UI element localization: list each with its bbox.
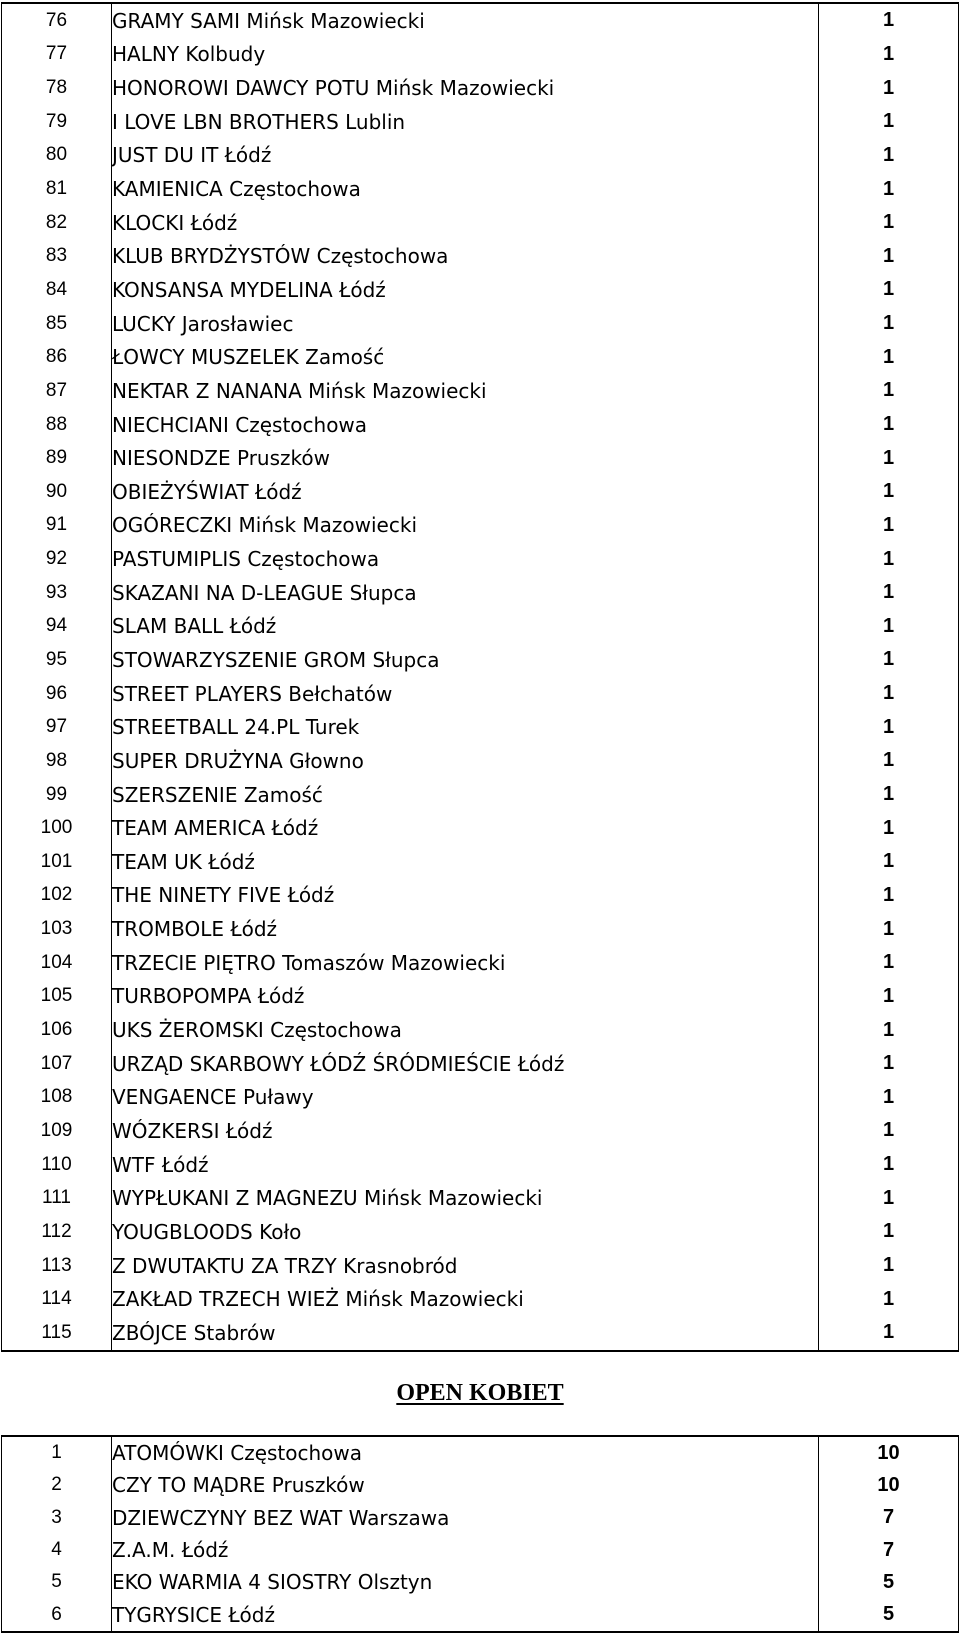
table-row [2, 71, 959, 105]
points-cell: 1 [819, 3, 959, 38]
table-row [2, 912, 959, 946]
rank-cell: 100 [2, 811, 112, 845]
table-row [2, 643, 959, 677]
rank-cell: 79 [2, 105, 112, 139]
open-kobiet-table-body [2, 1436, 959, 1632]
rank-cell: 101 [2, 845, 112, 879]
points-cell: 1 [819, 206, 959, 240]
table-row [2, 1469, 959, 1501]
rank-cell: 108 [2, 1081, 112, 1115]
table-row [2, 1316, 959, 1351]
points-cell: 1 [819, 441, 959, 475]
points-cell: 1 [819, 643, 959, 677]
points-cell: 1 [819, 1047, 959, 1081]
points-cell: 1 [819, 677, 959, 711]
table-row [2, 576, 959, 610]
table-row [2, 206, 959, 240]
points-cell: 1 [819, 1249, 959, 1283]
table-row [2, 946, 959, 980]
points-cell: 1 [819, 1215, 959, 1249]
table-row [2, 1534, 959, 1566]
table-row [2, 1598, 959, 1631]
points-cell: 1 [819, 811, 959, 845]
rank-cell: 106 [2, 1013, 112, 1047]
team-name-cell: HALNY Kolbudy [112, 38, 819, 72]
points-cell: 1 [819, 172, 959, 206]
results-table-body [2, 3, 959, 1351]
team-name-cell: UKS ŻEROMSKI Częstochowa [112, 1013, 819, 1047]
rank-cell: 94 [2, 610, 112, 644]
points-cell: 1 [819, 509, 959, 543]
points-cell: 1 [819, 744, 959, 778]
points-cell: 5 [819, 1598, 959, 1631]
table-row [2, 778, 959, 812]
rank-cell: 93 [2, 576, 112, 610]
team-name-cell: SLAM BALL Łódź [112, 610, 819, 644]
table-row [2, 3, 959, 38]
points-cell: 1 [819, 778, 959, 812]
team-name-cell: ZAKŁAD TRZECH WIEŻ Mińsk Mazowiecki [112, 1282, 819, 1316]
team-name-cell: YOUGBLOODS Koło [112, 1215, 819, 1249]
rank-cell: 102 [2, 879, 112, 913]
points-cell: 1 [819, 1282, 959, 1316]
rank-cell: 97 [2, 710, 112, 744]
rank-cell: 91 [2, 509, 112, 543]
team-name-cell: Z DWUTAKTU ZA TRZY Krasnobród [112, 1249, 819, 1283]
points-cell: 1 [819, 710, 959, 744]
team-name-cell: ATOMÓWKI Częstochowa [112, 1436, 819, 1469]
team-name-cell: EKO WARMIA 4 SIOSTRY Olsztyn [112, 1566, 819, 1598]
table-row [2, 172, 959, 206]
table-row [2, 408, 959, 442]
rank-cell: 88 [2, 408, 112, 442]
table-row [2, 879, 959, 913]
rank-cell: 113 [2, 1249, 112, 1283]
team-name-cell: LUCKY Jarosławiec [112, 307, 819, 341]
team-name-cell: CZY TO MĄDRE Pruszków [112, 1469, 819, 1501]
rank-cell: 4 [2, 1534, 112, 1566]
rank-cell: 89 [2, 441, 112, 475]
points-cell: 1 [819, 340, 959, 374]
table-row [2, 677, 959, 711]
team-name-cell: GRAMY SAMI Mińsk Mazowiecki [112, 3, 819, 38]
team-name-cell: WÓZKERSI Łódź [112, 1114, 819, 1148]
team-name-cell: PASTUMIPLIS Częstochowa [112, 542, 819, 576]
table-row [2, 139, 959, 173]
team-name-cell: TROMBOLE Łódź [112, 912, 819, 946]
table-row [2, 811, 959, 845]
team-name-cell: KLOCKI Łódź [112, 206, 819, 240]
team-name-cell: STREETBALL 24.PL Turek [112, 710, 819, 744]
points-cell: 1 [819, 576, 959, 610]
rank-cell: 83 [2, 239, 112, 273]
points-cell: 1 [819, 1081, 959, 1115]
points-cell: 1 [819, 1181, 959, 1215]
rank-cell: 82 [2, 206, 112, 240]
table-row [2, 845, 959, 879]
rank-cell: 80 [2, 139, 112, 173]
table-row [2, 307, 959, 341]
rank-cell: 109 [2, 1114, 112, 1148]
rank-cell: 81 [2, 172, 112, 206]
points-cell: 1 [819, 408, 959, 442]
rank-cell: 1 [2, 1436, 112, 1469]
points-cell: 1 [819, 879, 959, 913]
rank-cell: 95 [2, 643, 112, 677]
points-cell: 1 [819, 1316, 959, 1351]
team-name-cell: TEAM UK Łódź [112, 845, 819, 879]
points-cell: 1 [819, 374, 959, 408]
rank-cell: 98 [2, 744, 112, 778]
rank-cell: 87 [2, 374, 112, 408]
team-name-cell: VENGAENCE Puławy [112, 1081, 819, 1115]
team-name-cell: SUPER DRUŻYNA Głowno [112, 744, 819, 778]
team-name-cell: URZĄD SKARBOWY ŁÓDŹ ŚRÓDMIEŚCIE Łódź [112, 1047, 819, 1081]
table-row [2, 1081, 959, 1115]
table-row [2, 441, 959, 475]
table-row [2, 509, 959, 543]
team-name-cell: TURBOPOMPA Łódź [112, 980, 819, 1014]
team-name-cell: JUST DU IT Łódź [112, 139, 819, 173]
table-row [2, 38, 959, 72]
table-row [2, 1013, 959, 1047]
table-row [2, 374, 959, 408]
team-name-cell: ŁOWCY MUSZELEK Zamość [112, 340, 819, 374]
table-row [2, 1215, 959, 1249]
team-name-cell: KONSANSA MYDELINA Łódź [112, 273, 819, 307]
points-cell: 1 [819, 475, 959, 509]
team-name-cell: WYPŁUKANI Z MAGNEZU Mińsk Mazowiecki [112, 1181, 819, 1215]
points-cell: 1 [819, 239, 959, 273]
points-cell: 5 [819, 1566, 959, 1598]
rank-cell: 77 [2, 38, 112, 72]
rank-cell: 111 [2, 1181, 112, 1215]
section-title-text: OPEN KOBIET [396, 1380, 564, 1406]
table-row [2, 1566, 959, 1598]
table-row [2, 340, 959, 374]
rank-cell: 86 [2, 340, 112, 374]
table-row [2, 1249, 959, 1283]
table-row [2, 1181, 959, 1215]
team-name-cell: TYGRYSICE Łódź [112, 1598, 819, 1631]
rank-cell: 2 [2, 1469, 112, 1501]
team-name-cell: THE NINETY FIVE Łódź [112, 879, 819, 913]
rank-cell: 78 [2, 71, 112, 105]
team-name-cell: STREET PLAYERS Bełchatów [112, 677, 819, 711]
table-row [2, 475, 959, 509]
points-cell: 10 [819, 1436, 959, 1469]
team-name-cell: OBIEŻYŚWIAT Łódź [112, 475, 819, 509]
team-name-cell: NEKTAR Z NANANA Mińsk Mazowiecki [112, 374, 819, 408]
team-name-cell: ZBÓJCE Stabrów [112, 1316, 819, 1351]
rank-cell: 103 [2, 912, 112, 946]
points-cell: 1 [819, 139, 959, 173]
points-cell: 7 [819, 1502, 959, 1534]
points-cell: 1 [819, 1114, 959, 1148]
points-cell: 1 [819, 542, 959, 576]
rank-cell: 92 [2, 542, 112, 576]
results-table [1, 2, 959, 1352]
team-name-cell: WTF Łódź [112, 1148, 819, 1182]
rank-cell: 115 [2, 1316, 112, 1351]
table-row [2, 980, 959, 1014]
rank-cell: 84 [2, 273, 112, 307]
team-name-cell: TRZECIE PIĘTRO Tomaszów Mazowiecki [112, 946, 819, 980]
points-cell: 1 [819, 610, 959, 644]
points-cell: 1 [819, 845, 959, 879]
rank-cell: 110 [2, 1148, 112, 1182]
team-name-cell: KAMIENICA Częstochowa [112, 172, 819, 206]
rank-cell: 107 [2, 1047, 112, 1081]
rank-cell: 3 [2, 1502, 112, 1534]
rank-cell: 105 [2, 980, 112, 1014]
team-name-cell: I LOVE LBN BROTHERS Lublin [112, 105, 819, 139]
table-row [2, 610, 959, 644]
points-cell: 1 [819, 273, 959, 307]
team-name-cell: SZERSZENIE Zamość [112, 778, 819, 812]
points-cell: 1 [819, 307, 959, 341]
team-name-cell: OGÓRECZKI Mińsk Mazowiecki [112, 509, 819, 543]
points-cell: 7 [819, 1534, 959, 1566]
team-name-cell: HONOROWI DAWCY POTU Mińsk Mazowiecki [112, 71, 819, 105]
team-name-cell: NIECHCIANI Częstochowa [112, 408, 819, 442]
section-title [0, 1380, 960, 1407]
rank-cell: 85 [2, 307, 112, 341]
points-cell: 1 [819, 38, 959, 72]
table-row [2, 1436, 959, 1469]
rank-cell: 76 [2, 3, 112, 38]
rank-cell: 104 [2, 946, 112, 980]
table-row [2, 1148, 959, 1182]
rank-cell: 96 [2, 677, 112, 711]
team-name-cell: NIESONDZE Pruszków [112, 441, 819, 475]
team-name-cell: Z.A.M. Łódź [112, 1534, 819, 1566]
table-row [2, 1114, 959, 1148]
points-cell: 1 [819, 1013, 959, 1047]
team-name-cell: DZIEWCZYNY BEZ WAT Warszawa [112, 1502, 819, 1534]
team-name-cell: STOWARZYSZENIE GROM Słupca [112, 643, 819, 677]
points-cell: 10 [819, 1469, 959, 1501]
table-row [2, 105, 959, 139]
team-name-cell: TEAM AMERICA Łódź [112, 811, 819, 845]
rank-cell: 99 [2, 778, 112, 812]
rank-cell: 112 [2, 1215, 112, 1249]
rank-cell: 90 [2, 475, 112, 509]
points-cell: 1 [819, 980, 959, 1014]
table-row [2, 542, 959, 576]
rank-cell: 5 [2, 1566, 112, 1598]
open-kobiet-table [1, 1435, 959, 1633]
points-cell: 1 [819, 912, 959, 946]
table-row [2, 1502, 959, 1534]
rank-cell: 114 [2, 1282, 112, 1316]
table-row [2, 1282, 959, 1316]
points-cell: 1 [819, 71, 959, 105]
team-name-cell: KLUB BRYDŻYSTÓW Częstochowa [112, 239, 819, 273]
points-cell: 1 [819, 946, 959, 980]
table-row [2, 744, 959, 778]
table-row [2, 1047, 959, 1081]
team-name-cell: SKAZANI NA D-LEAGUE Słupca [112, 576, 819, 610]
rank-cell: 6 [2, 1598, 112, 1631]
points-cell: 1 [819, 105, 959, 139]
points-cell: 1 [819, 1148, 959, 1182]
table-row [2, 710, 959, 744]
table-row [2, 239, 959, 273]
table-row [2, 273, 959, 307]
